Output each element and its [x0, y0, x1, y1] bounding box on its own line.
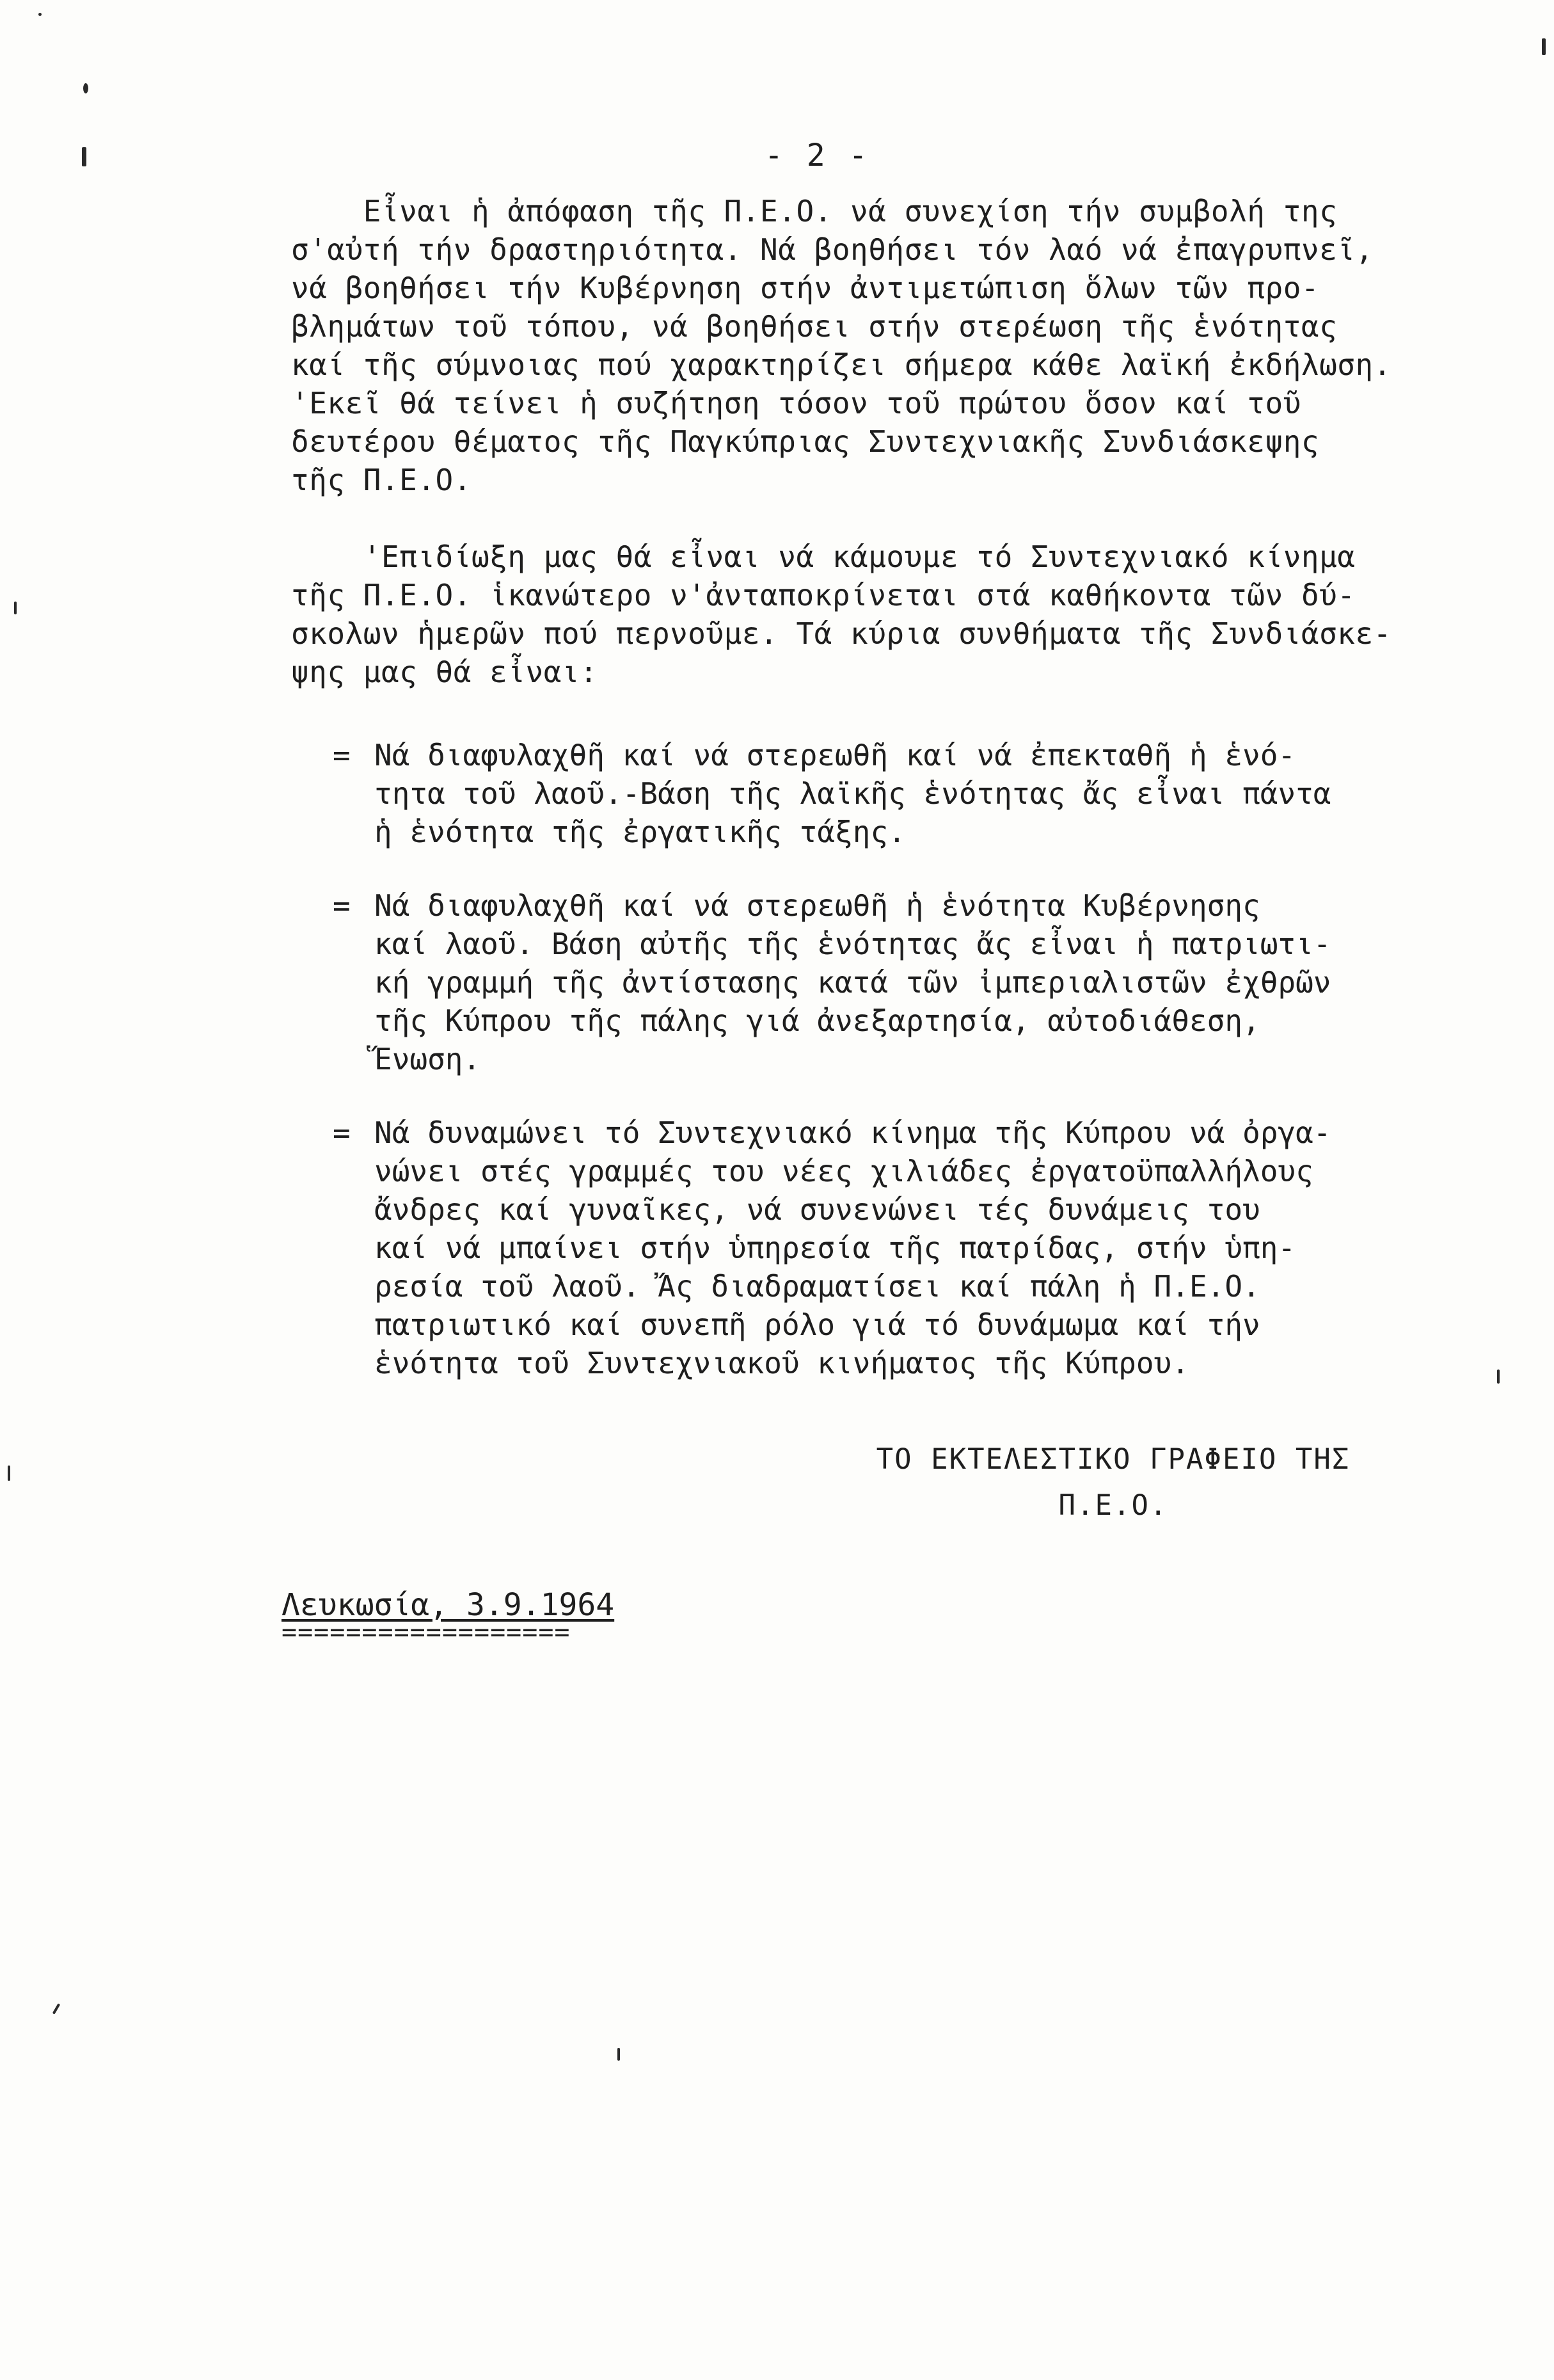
- signature-block: [851, 1437, 1376, 1529]
- text-line: καί νά μπαίνει στήν ὑπηρεσία τῆς πατρίδας, στήν ὑπη-: [374, 1231, 1296, 1265]
- text-line: τῆς Π.Ε.Ο. ἱκανώτερο ν'ἀνταποκρίνεται στά καθήκοντα τῶν δύ-: [291, 578, 1356, 612]
- signature-line: Π.Ε.Ο.: [1058, 1489, 1168, 1522]
- slogan-marker: =: [333, 1115, 351, 1150]
- page-number: - 2 -: [765, 138, 870, 173]
- text-line: πατριωτικό καί συνεπῆ ρόλο γιά τό δυνάμωμα καί τήν: [374, 1307, 1260, 1342]
- text-line: σ'αὐτή τήν δραστηριότητα. Νά βοηθήσει τόν λαό νά ἐπαγρυπνεῖ,: [291, 232, 1374, 267]
- text-line: ἡ ἑνότητα τῆς ἐργατικῆς τάξης.: [374, 815, 906, 849]
- signature-line: ΤΟ ΕΚΤΕΛΕΣΤΙΚΟ ΓΡΑΦΕΙΟ ΤΗΣ: [876, 1443, 1351, 1476]
- scan-speck: [52, 2003, 60, 2015]
- text-line: ψης μας θά εἶναι:: [291, 655, 598, 689]
- slogan-item: [333, 1114, 1487, 1382]
- text-line: τῆς Κύπρου τῆς πάλης γιά ἀνεξαρτησία, αὐτοδιάθεση,: [374, 1003, 1260, 1038]
- text-line: Νά δυναμώνει τό Συντεχνιακό κίνημα τῆς Κύπρου νά ὀργα-: [374, 1115, 1331, 1150]
- text-line: ρεσία τοῦ λαοῦ. Ἄς διαδραματίσει καί πάλη ἡ Π.Ε.Ο.: [374, 1269, 1260, 1304]
- slogan-item: [333, 736, 1487, 851]
- text-line: ἄνδρες καί γυναῖκες, νά συνενώνει τές δυνάμεις του: [374, 1192, 1260, 1227]
- text-line: νώνει στές γραμμές του νέες χιλιάδες ἐργατοϋπαλλήλους: [374, 1154, 1313, 1188]
- text-line: τητα τοῦ λαοῦ.-Βάση τῆς λαϊκῆς ἑνότητας ἄς εἶναι πάντα: [374, 776, 1331, 811]
- text-line: Νά διαφυλαχθῆ καί νά στερεωθῆ ἡ ἑνότητα Κυβέρνησης: [374, 888, 1260, 923]
- text-line: 'Εκεῖ θά τείνει ἡ συζήτηση τόσον τοῦ πρώτου ὅσον καί τοῦ: [291, 386, 1301, 420]
- text-line: κή γραμμή τῆς ἀντίστασης κατά τῶν ἰμπεριαλιστῶν ἐχθρῶν: [374, 965, 1331, 1000]
- text-line: Νά διαφυλαχθῆ καί νά στερεωθῆ καί νά ἐπεκταθῆ ἡ ἑνό-: [374, 738, 1296, 772]
- scan-speck: [82, 147, 86, 166]
- text-line: ἑνότητα τοῦ Συντεχνιακοῦ κινήματος τῆς Κύπρου.: [374, 1346, 1189, 1380]
- text-line: Εἶναι ἡ ἀπόφαση τῆς Π.Ε.Ο. νά συνεχίση τήν συμβολή της: [291, 194, 1338, 228]
- scan-speck: [1542, 38, 1546, 55]
- document-date: Λευκωσία, 3.9.1964: [281, 1587, 615, 1623]
- date-block: [281, 1587, 615, 1647]
- slogan-item: [333, 886, 1487, 1078]
- text-line: 'Επιδίωξη μας θά εἶναι νά κάμουμε τό Συντεχνιακό κίνημα: [291, 539, 1356, 574]
- text-line: νά βοηθήσει τήν Κυβέρνηση στήν ἀντιμετώπιση ὅλων τῶν προ-: [291, 271, 1320, 305]
- scan-speck: [8, 1466, 10, 1481]
- paragraph-decision: [291, 192, 1481, 499]
- text-line: βλημάτων τοῦ τόπου, νά βοηθήσει στήν στερέωση τῆς ἑνότητας: [291, 309, 1338, 344]
- scan-speck: [83, 83, 88, 93]
- scan-speck: [617, 2048, 620, 2061]
- text-line: Ἕνωση.: [374, 1042, 481, 1076]
- scan-speck: [1497, 1370, 1500, 1384]
- text-line: καί τῆς σύμνοιας πού χαρακτηρίζει σήμερα κάθε λαϊκή ἐκδήλωση.: [291, 347, 1391, 382]
- paragraph-aims: [291, 538, 1481, 691]
- scan-speck: [38, 13, 42, 16]
- date-double-rule: ==================: [281, 1618, 571, 1647]
- text-line: σκολων ἡμερῶν πού περνοῦμε. Τά κύρια συνθήματα τῆς Συνδιάσκε-: [291, 616, 1391, 651]
- slogan-marker: =: [333, 738, 351, 772]
- scan-speck: [14, 602, 17, 614]
- text-line: δευτέρου θέματος τῆς Παγκύπριας Συντεχνιακῆς Συνδιάσκεψης: [291, 424, 1320, 459]
- slogan-marker: =: [333, 888, 351, 923]
- text-line: τῆς Π.Ε.Ο.: [291, 463, 472, 497]
- text-line: καί λαοῦ. Βάση αὐτῆς τῆς ἑνότητας ἄς εἶναι ἡ πατριωτι-: [374, 927, 1331, 961]
